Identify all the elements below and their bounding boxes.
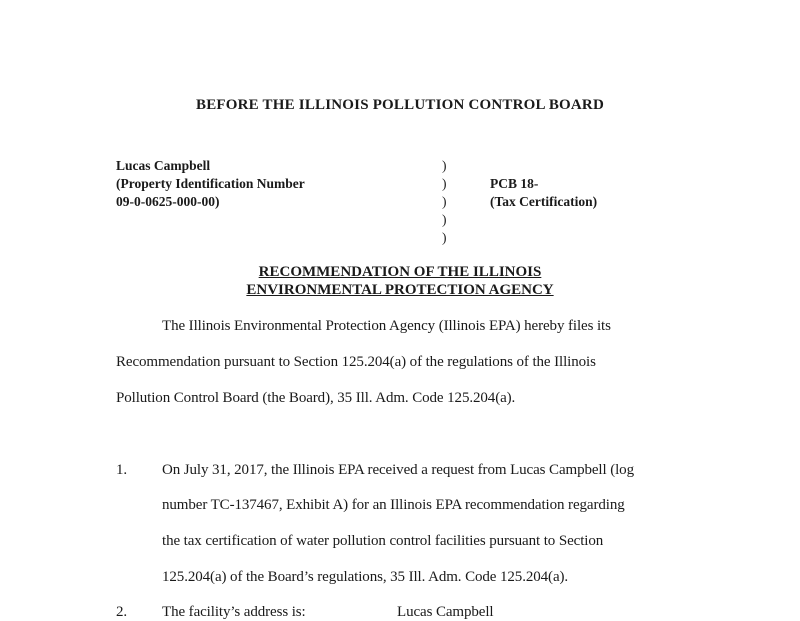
intro-line: Pollution Control Board (the Board), 35 Ill. Adm. Code 125.204(a). (116, 390, 516, 406)
caption-case-number: PCB 18- (490, 176, 539, 191)
caption-pin-label: (Property Identification Number (116, 176, 305, 191)
item-line: the tax certification of water pollution control facilities pursuant to Section (162, 533, 604, 549)
caption-case-type: (Tax Certification) (490, 194, 598, 209)
item-line: 125.204(a) of the Board’s regulations, 35 Ill. Adm. Code 125.204(a). (162, 569, 569, 585)
caption-paren: ) (442, 158, 447, 173)
caption-party-name: Lucas Campbell (116, 158, 211, 173)
caption-paren: ) (442, 230, 447, 245)
intro-line: Recommendation pursuant to Section 125.204(a) of the regulations of the Illinois (116, 354, 596, 370)
caption-paren: ) (442, 176, 447, 191)
item-line: The facility’s address is: (162, 604, 306, 620)
intro-line: The Illinois Environmental Protection Agency (Illinois EPA) hereby files its (162, 318, 611, 334)
recommendation-title-line-1: RECOMMENDATION OF THE ILLINOIS (258, 264, 542, 280)
caption-paren: ) (442, 194, 447, 209)
caption-pin-number: 09-0-0625-000-00) (116, 194, 220, 209)
item-number: 1. (116, 462, 128, 478)
document-heading: BEFORE THE ILLINOIS POLLUTION CONTROL BOARD (196, 97, 604, 113)
item-line: On July 31, 2017, the Illinois EPA received a request from Lucas Campbell (log (162, 462, 634, 478)
caption-paren: ) (442, 212, 447, 227)
recommendation-title-line-2: ENVIRONMENTAL PROTECTION AGENCY (246, 282, 554, 298)
item-line: number TC-137467, Exhibit A) for an Illinois EPA recommendation regarding (162, 497, 625, 513)
item-number: 2. (116, 604, 128, 620)
facility-address-value: Lucas Campbell (397, 604, 494, 620)
